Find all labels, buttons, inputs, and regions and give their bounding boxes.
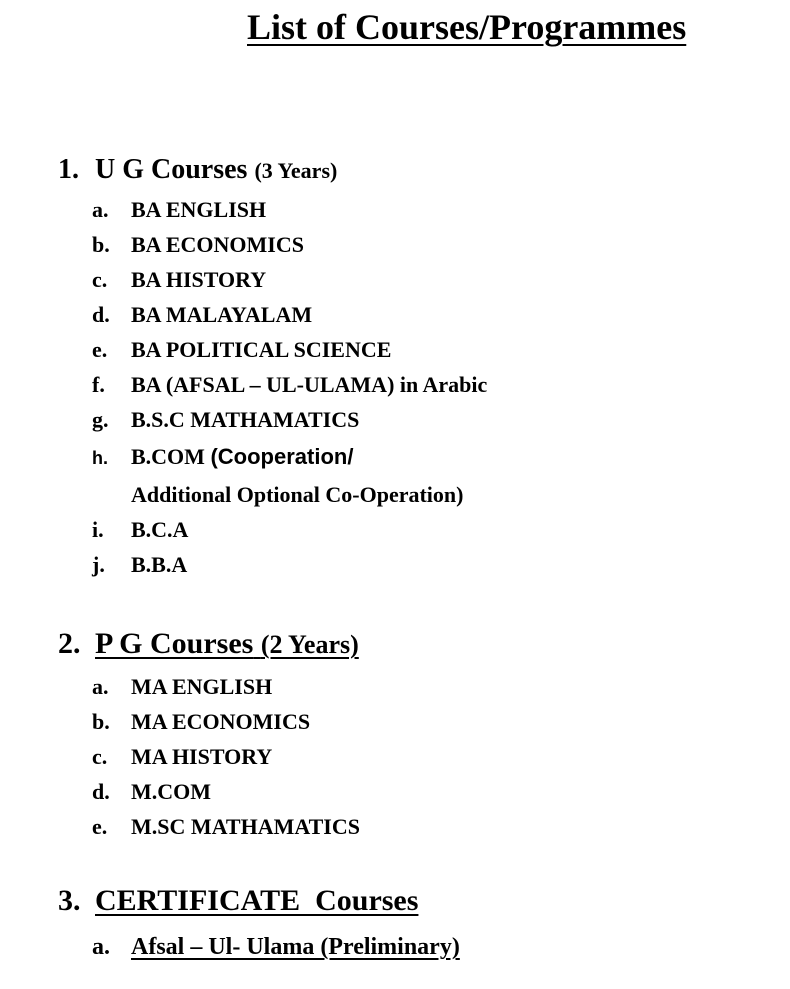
list-item — [92, 704, 360, 739]
item-marker: d. — [92, 302, 110, 327]
section-heading-ug — [58, 152, 337, 189]
section-title-underlined — [95, 627, 359, 660]
course-name: MA ECONOMICS — [131, 709, 311, 734]
course-name: MA HISTORY — [131, 744, 273, 769]
section-number: 3. — [58, 884, 81, 917]
course-name: BA ECONOMICS — [131, 232, 304, 257]
section-title: P G Courses — [95, 627, 254, 660]
section-number: 2. — [58, 627, 81, 660]
course-name: BA POLITICAL SCIENCE — [131, 337, 392, 362]
section-title: U G Courses — [95, 154, 248, 185]
list-item — [92, 192, 487, 227]
item-marker: c. — [92, 744, 108, 769]
list-item — [92, 227, 487, 262]
course-detail-continuation: Additional Optional Co-Operation) — [131, 482, 464, 507]
section-duration: (3 Years) — [254, 158, 338, 183]
item-marker: e. — [92, 337, 108, 362]
course-name: B.B.A — [131, 552, 188, 577]
page-title: List of Courses/Programmes — [247, 7, 687, 47]
list-item — [92, 512, 487, 547]
certificate-course-list — [92, 928, 460, 966]
section-duration: (2 Years) — [260, 630, 359, 659]
item-marker: j. — [92, 552, 105, 577]
section-title: CERTIFICATE Courses — [95, 884, 419, 917]
course-name: B.COM — [131, 444, 205, 469]
list-item — [92, 809, 360, 844]
course-name: B.C.A — [131, 517, 189, 542]
item-marker: a. — [92, 197, 109, 222]
course-name: BA HISTORY — [131, 267, 267, 292]
course-name: B.S.C MATHAMATICS — [131, 407, 360, 432]
section-heading-pg — [58, 624, 359, 665]
item-marker: e. — [92, 814, 108, 839]
list-item — [92, 367, 487, 402]
item-marker: g. — [92, 407, 109, 432]
list-item — [92, 402, 487, 437]
ug-course-list — [92, 192, 487, 582]
item-marker: f. — [92, 372, 105, 397]
section-heading-certificate — [58, 881, 418, 921]
course-name: M.COM — [131, 779, 212, 804]
course-name: M.SC MATHAMATICS — [131, 814, 360, 839]
list-item — [92, 669, 360, 704]
course-name: BA MALAYALAM — [131, 302, 313, 327]
item-marker: a. — [92, 674, 109, 699]
list-item-continuation — [92, 477, 487, 512]
item-marker: a. — [92, 934, 110, 960]
course-name: Afsal – Ul- Ulama (Preliminary) — [131, 934, 460, 960]
list-item — [92, 297, 487, 332]
course-name: BA (AFSAL – UL-ULAMA) in Arabic — [131, 372, 488, 397]
list-item — [92, 262, 487, 297]
item-marker: b. — [92, 232, 110, 257]
item-marker: b. — [92, 709, 110, 734]
pg-course-list — [92, 669, 360, 844]
list-item — [92, 928, 460, 966]
list-item — [92, 332, 487, 367]
course-name: BA ENGLISH — [131, 197, 267, 222]
list-item — [92, 437, 487, 477]
list-item — [92, 774, 360, 809]
item-marker: d. — [92, 779, 110, 804]
course-detail: (Cooperation/ — [210, 444, 354, 469]
item-marker: h. — [92, 448, 108, 468]
item-marker: c. — [92, 267, 108, 292]
item-marker: i. — [92, 517, 104, 542]
section-number: 1. — [58, 154, 79, 185]
course-name: MA ENGLISH — [131, 674, 273, 699]
list-item — [92, 739, 360, 774]
list-item — [92, 547, 487, 582]
